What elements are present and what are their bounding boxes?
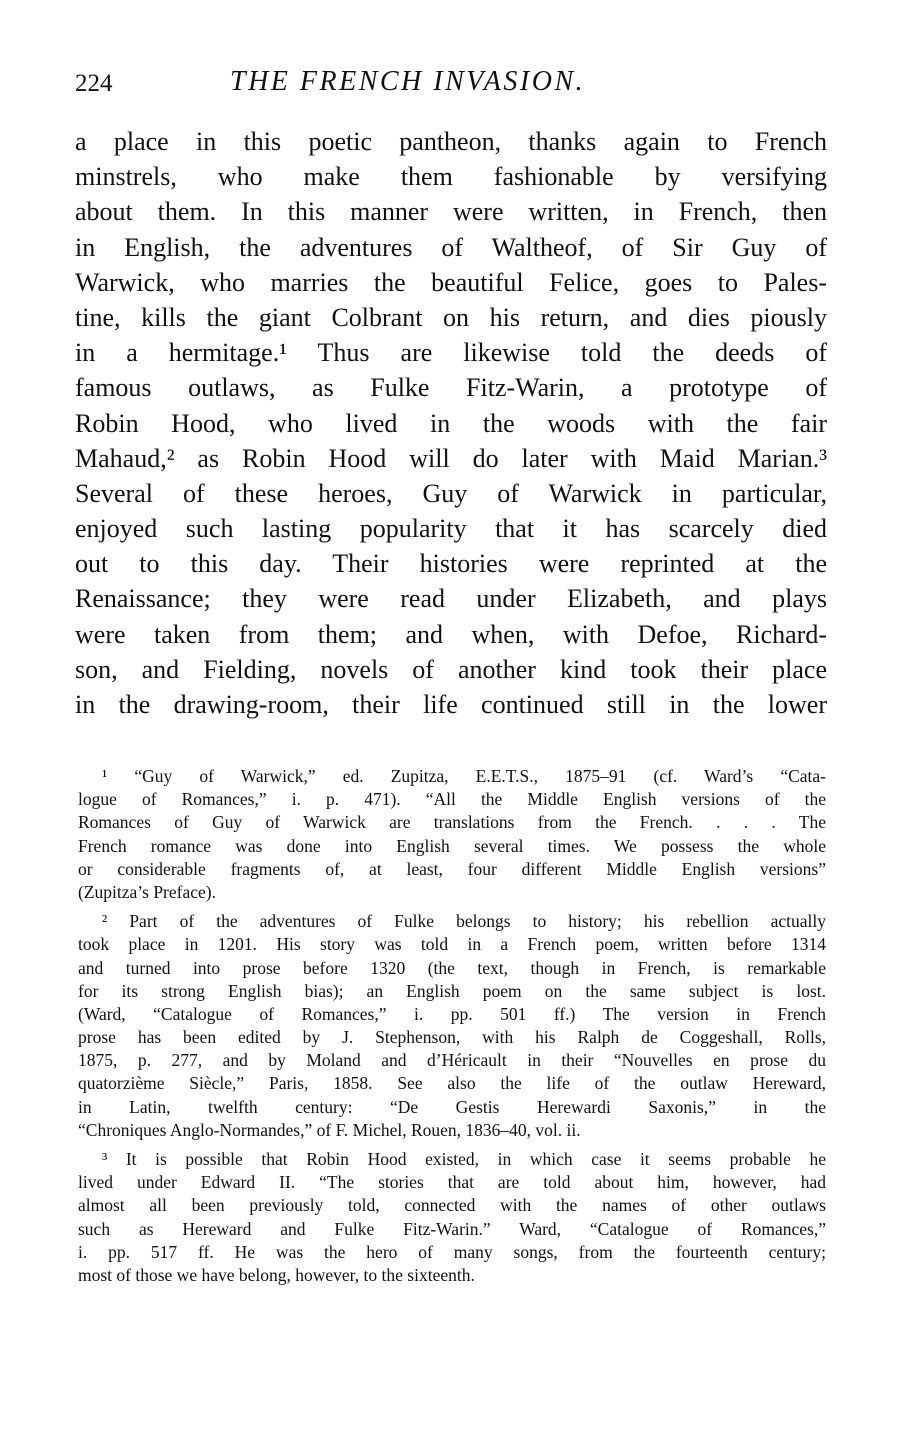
footnote-line: for its strong English bias); an English poem on the same subject is lost. bbox=[78, 980, 826, 1001]
footnote-line: logue of Romances,” i. p. 471). “All the Middle English versions of the bbox=[78, 789, 826, 810]
page-number: 224 bbox=[75, 70, 113, 97]
footnote-line: took place in 1201. His story was told in a French poem, written before 1314 bbox=[78, 934, 826, 955]
footnote bbox=[78, 765, 826, 904]
footnote-line: such as Hereward and Fulke Fitz-Warin.” Ward, “Catalogue of Romances,” bbox=[78, 1218, 826, 1239]
footnote-line: almost all been previously told, connected with the names of other outlaws bbox=[78, 1195, 826, 1216]
footnote-line: (Zupitza’s Preface). bbox=[78, 881, 216, 902]
body-line: in a hermitage.¹ Thus are likewise told the deeds of bbox=[75, 338, 827, 368]
body-line: tine, kills the giant Colbrant on his return, and dies piously bbox=[75, 302, 827, 332]
footnote-line: “Chroniques Anglo-Normandes,” of F. Michel, Rouen, 1836–40, vol. ii. bbox=[78, 1119, 581, 1140]
footnote-line: (Ward, “Catalogue of Romances,” i. pp. 501 ff.) The version in French bbox=[78, 1003, 826, 1024]
footnote bbox=[78, 910, 826, 1142]
body-line: famous outlaws, as Fulke Fitz-Warin, a prototype of bbox=[75, 373, 827, 403]
body-line: about them. In this manner were written, in French, then bbox=[75, 197, 827, 227]
body-text bbox=[75, 124, 827, 722]
body-line: enjoyed such lasting popularity that it has scarcely died bbox=[75, 514, 827, 544]
body-line: out to this day. Their histories were reprinted at the bbox=[75, 549, 827, 579]
footnote-line: quatorzième Siècle,” Paris, 1858. See also the life of the outlaw Hereward, bbox=[78, 1073, 826, 1094]
body-line: Mahaud,² as Robin Hood will do later with Maid Marian.³ bbox=[75, 443, 827, 473]
footnote-line: ¹ “Guy of Warwick,” ed. Zupitza, E.E.T.S., 1875–91 (cf. Ward’s “Cata- bbox=[102, 766, 826, 786]
body-line: Several of these heroes, Guy of Warwick in particular, bbox=[75, 478, 827, 508]
running-title: THE FRENCH INVASION. bbox=[230, 66, 586, 97]
footnote-line: ³ It is possible that Robin Hood existed, in which case it seems probable he bbox=[102, 1149, 826, 1169]
body-line: were taken from them; and when, with Defoe, Richard- bbox=[75, 619, 827, 649]
body-line: minstrels, who make them fashionable by versifying bbox=[75, 162, 827, 192]
footnote-line: 1875, p. 277, and by Moland and d’Héricault in their “Nouvelles en prose du bbox=[78, 1050, 826, 1071]
footnote bbox=[78, 1148, 826, 1287]
footnote-line: i. pp. 517 ff. He was the hero of many songs, from the fourteenth century; bbox=[78, 1241, 826, 1262]
page-header bbox=[75, 66, 827, 110]
body-line: Renaissance; they were read under Elizabeth, and plays bbox=[75, 584, 827, 614]
footnotes bbox=[78, 765, 826, 1287]
footnote-line: lived under Edward II. “The stories that are told about him, however, had bbox=[78, 1172, 826, 1193]
body-line: son, and Fielding, novels of another kind took their place bbox=[75, 654, 827, 684]
body-line: a place in this poetic pantheon, thanks again to French bbox=[75, 127, 827, 156]
body-line: Warwick, who marries the beautiful Felice, goes to Pales- bbox=[75, 267, 827, 297]
footnote-line: ² Part of the adventures of Fulke belongs to history; his rebellion actually bbox=[102, 911, 826, 932]
footnote-line: or considerable fragments of, at least, four different Middle English versions” bbox=[78, 858, 826, 879]
footnote-line: Romances of Guy of Warwick are translations from the French. . . . The bbox=[78, 812, 826, 833]
footnote-line: prose has been edited by J. Stephenson, with his Ralph de Coggeshall, Rolls, bbox=[78, 1027, 826, 1048]
footnote-line: most of those we have belong, however, to the sixteenth. bbox=[78, 1264, 475, 1285]
footnote-line: in Latin, twelfth century: “De Gestis Herewardi Saxonis,” in the bbox=[78, 1096, 826, 1117]
body-line: in the drawing-room, their life continued still in the lower bbox=[75, 690, 827, 719]
body-line: Robin Hood, who lived in the woods with the fair bbox=[75, 408, 827, 438]
body-line: in English, the adventures of Waltheof, of Sir Guy of bbox=[75, 232, 827, 262]
footnote-line: French romance was done into English several times. We possess the whole bbox=[78, 835, 826, 856]
footnote-line: and turned into prose before 1320 (the text, though in French, is remarkable bbox=[78, 957, 826, 978]
